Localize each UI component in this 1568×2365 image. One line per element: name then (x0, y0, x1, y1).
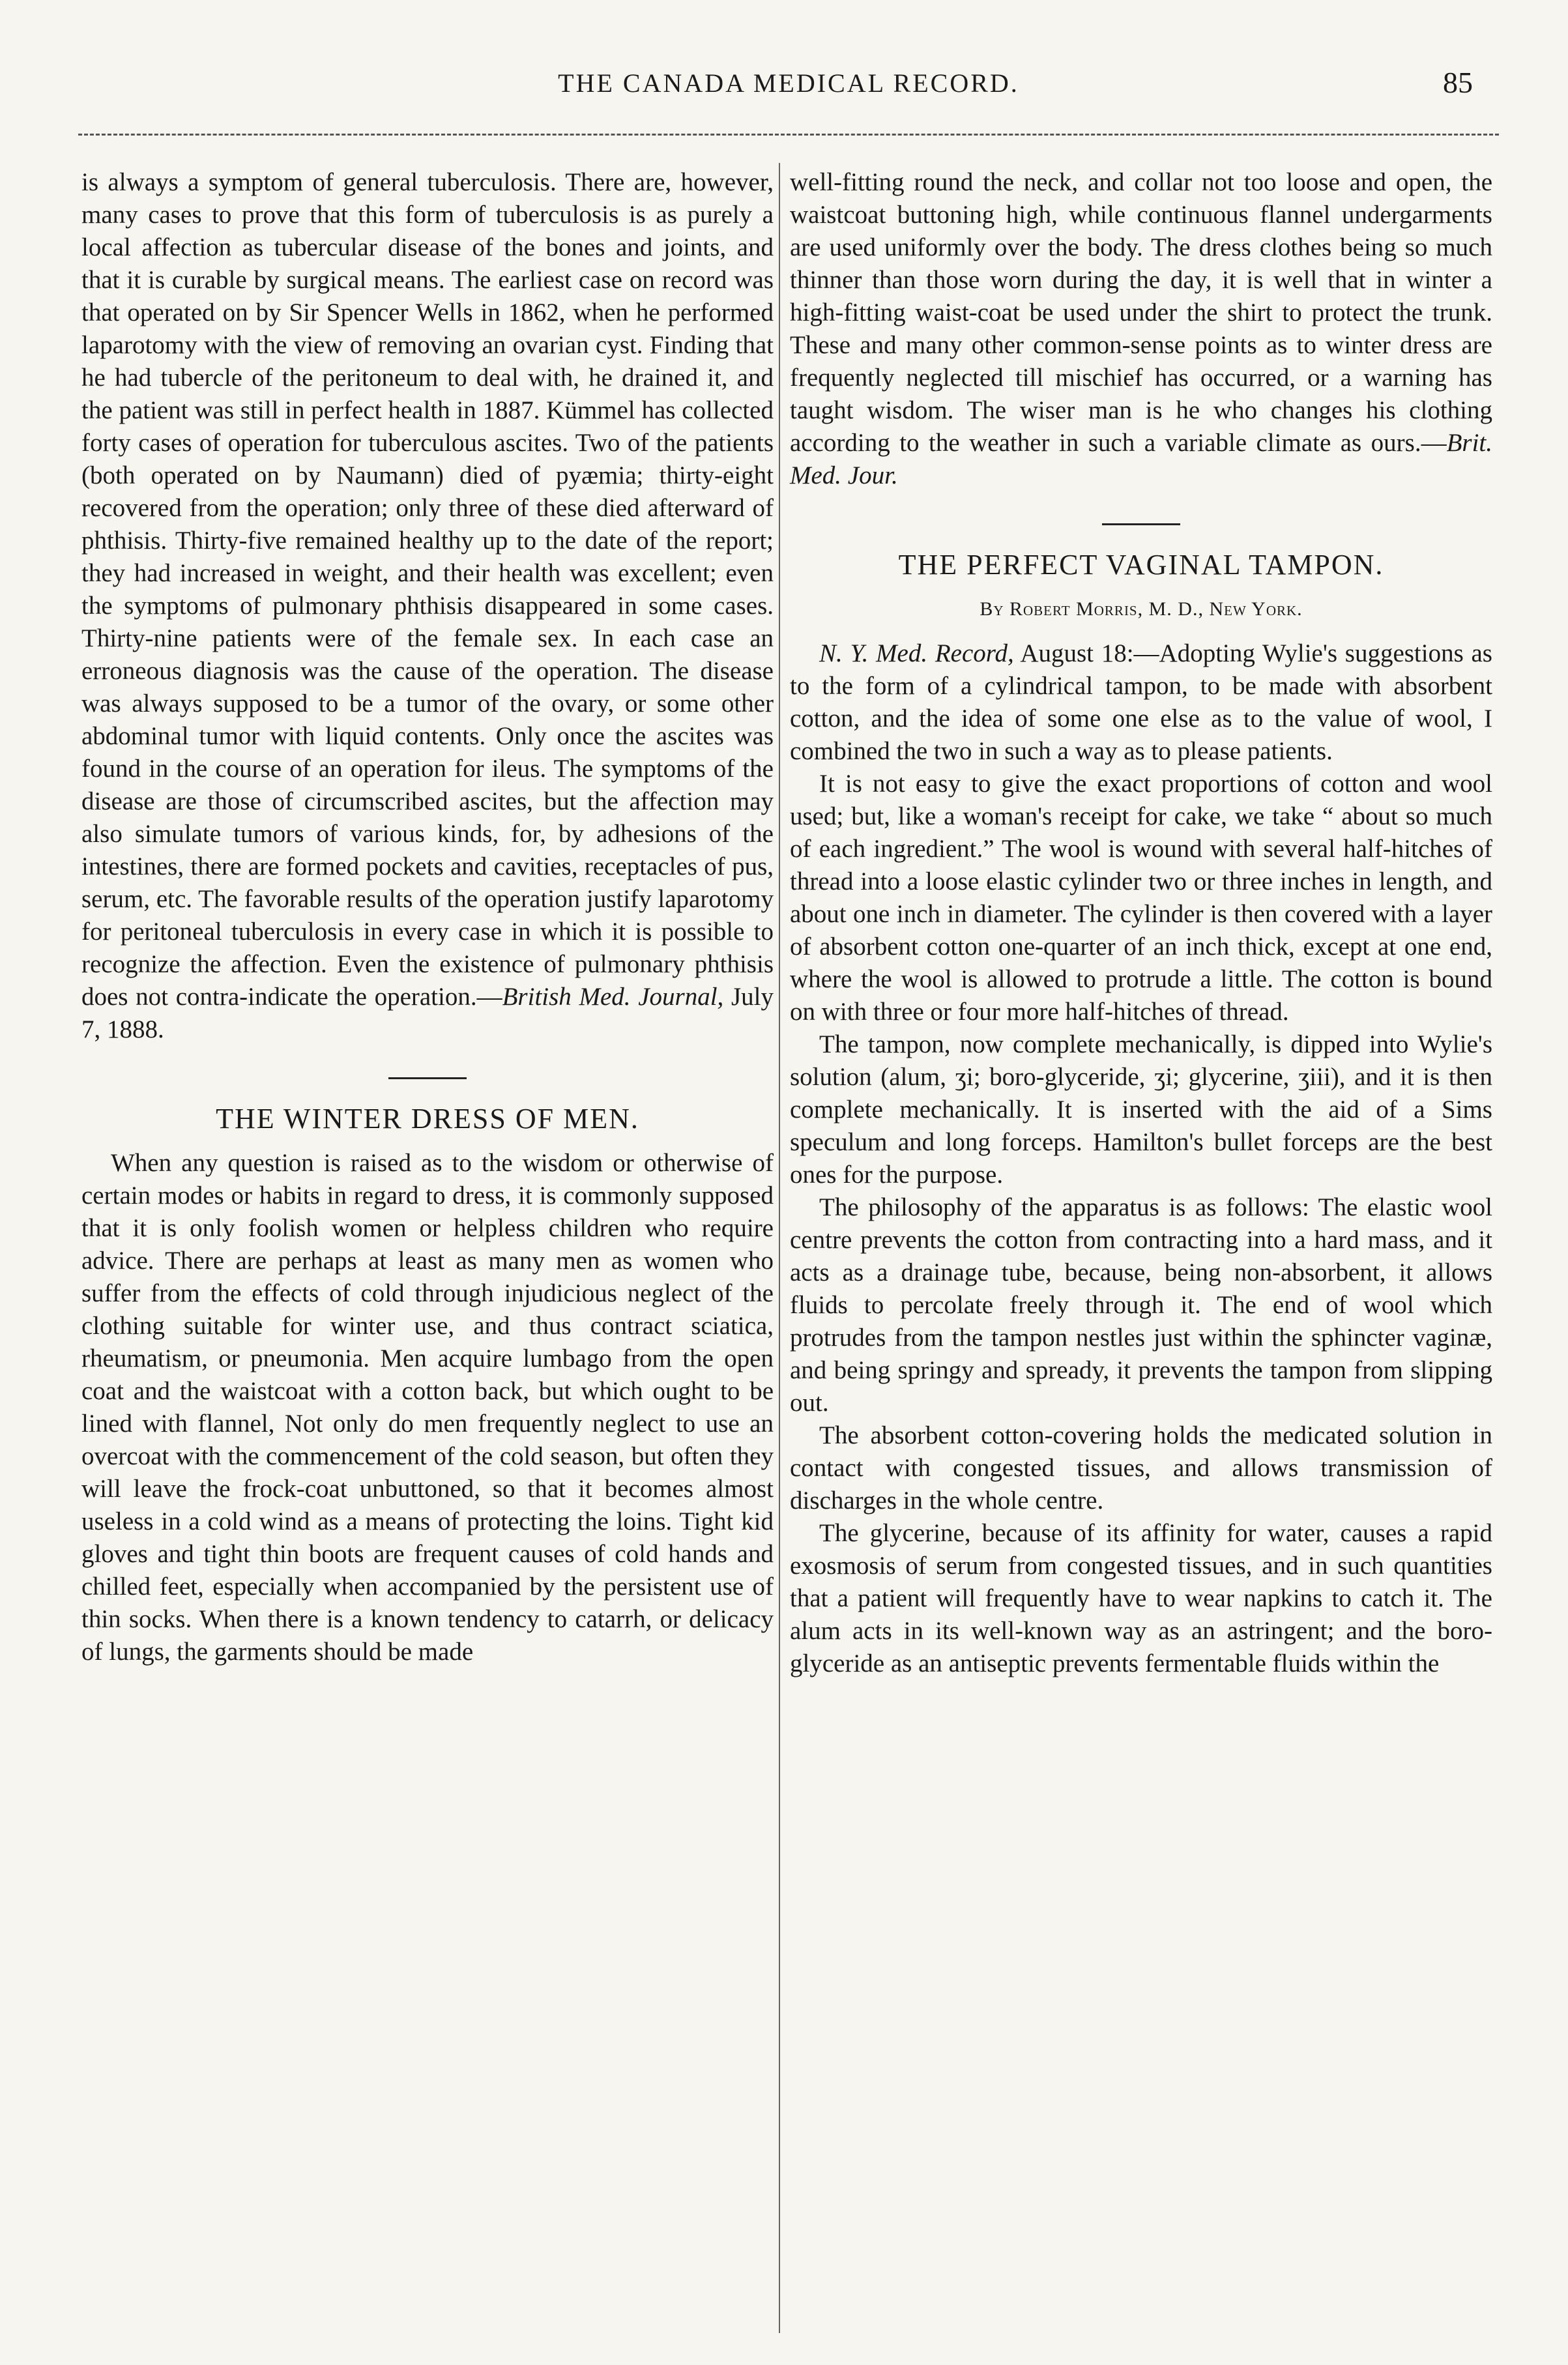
article-separator (388, 1077, 467, 1079)
winter-dress-continued-text: well-fitting round the neck, and collar not too loose and open, the waistcoat buttoning high, while continuous flannel undergarments are used uniformly over the body. The dress clothes being so much thinner than those worn during the day, it is well that in winter a high-fitting waist-coat be used under the shirt to protect the trunk. These and many other common-sense points as to winter dress are frequently neglected till mischief has occurred, or a warning has taught wisdom. The wiser man is he who changes his clothing according to the weather in such a variable climate as ours.— (790, 168, 1492, 457)
tampon-paragraph-2: It is not easy to give the exact proportions of cotton and wool used; but, like a woman's receipt for cake, we take “ about so much of each ingredient.” The wool is wound with several half-hitches of thread into a loose elastic cylinder two or three inches in length, and about one inch in diameter. The cylinder is then covered with a layer of absorbent cotton one-quarter of an inch thick, except at one end, where the wool is allowed to protrude a little. The cotton is bound on with three or four more half-hitches of thread. (790, 770, 1492, 1026)
continued-article-date: July 7, 1888. (81, 983, 774, 1043)
continued-article-paragraph (81, 166, 774, 1046)
tampon-paragraph-1 (790, 637, 1492, 768)
article-byline: By Robert Morris, M. D., New York. (980, 598, 1303, 620)
tampon-paragraph-3: The tampon, now complete mechanically, is dipped into Wylie's solution (alum, ʒi; boro-glyceride, ʒi; glycerine, ʒiii), and it is then complete mechanically. It is inserted with the aid of a Sims speculum and long forceps. Hamilton's bullet forceps are the best ones for the purpose. (790, 1030, 1492, 1189)
article-title-winter-dress: THE WINTER DRESS OF MEN. (216, 1103, 639, 1135)
winter-dress-citation: Brit. Med. Jour. (790, 429, 1492, 489)
tampon-paragraph-4: The philosophy of the apparatus is as follows: The elastic wool centre prevents the cotton from contracting into a hard mass, and it acts as a drainage tube, because, being non-absorbent, it allows fluids to percolate freely through it. The end of wool which protrudes from the tampon nestles just within the sphincter vaginæ, and being springy and spready, it prevents the tampon from slipping out. (790, 1193, 1492, 1417)
continued-article-text: is always a symptom of general tuberculosis. There are, however, many cases to prove that this form of tuberculosis is as purely a local affection as tubercular disease of the bones and joints, and that it is curable by surgical means. The earliest case on record was that operated on by Sir Spencer Wells in 1862, when he performed laparotomy with the view of removing an ovarian cyst. Finding that he had tubercle of the peritoneum to deal with, he drained it, and the patient was still in perfect health in 1887. Kümmel has collected forty cases of operation for tuberculous ascites. Two of the patients (both operated on by Naumann) died of pyæmia; thirty-eight recovered from the operation; only three of these died afterward of phthisis. Thirty-five remained healthy up to the date of the report; they had increased in weight, and their health was excellent; even the symptoms of pulmonary phthisis disappeared in some cases. Thirty-nine patients were of the female sex. In each case an erroneous diagnosis was the cause of the operation. The disease was always supposed to be a tumor of the ovary, or some other abdominal tumor with liquid contents. Only once the ascites was found in the course of an operation for ileus. The symptoms of the disease are those of circumscribed ascites, but the affection may also simulate tumors of various kinds, for, by adhesions of the intestines, there are formed pockets and cavities, receptacles of pus, serum, etc. The favorable results of the operation justify laparotomy for peritoneal tuberculosis in every case in which it is possible to recognize the affection. Even the existence of pulmonary phthisis does not contra-indicate the operation.— (81, 168, 774, 1011)
page-number: 85 (1443, 66, 1473, 99)
left-column (81, 166, 774, 1668)
tampon-source: N. Y. Med. Record, (819, 639, 1014, 667)
right-column (790, 166, 1492, 1680)
header-rule (78, 134, 1499, 136)
tampon-paragraph-1-text: August 18:—Adopting Wylie's suggestions as to the form of a cylindrical tampon, to be made with absorbent cotton, and the idea of some one else as to the value of wool, I combined the two in such a way as to please patients. (790, 639, 1492, 765)
article-title-vaginal-tampon: THE PERFECT VAGINAL TAMPON. (898, 549, 1384, 581)
column-divider (779, 163, 780, 2333)
winter-dress-paragraph: When any question is raised as to the wisdom or otherwise of certain modes or habits in regard to dress, it is commonly supposed that it is only foolish women or helpless children who require advice. There are perhaps at least as many men as women who suffer from the effects of cold through injudicious neglect of the clothing suitable for winter use, and thus contract sciatica, rheumatism, or pneumonia. Men acquire lumbago from the open coat and the waistcoat with a cotton back, but which ought to be lined with flannel, Not only do men frequently neglect to use an overcoat with the commencement of the cold season, but often they will leave the frock-coat unbuttoned, so that it becomes almost useless in a cold wind as a means of protecting the loins. Tight kid gloves and tight thin boots are frequent causes of cold hands and chilled feet, especially when accompanied by the persistent use of thin socks. When there is a known tendency to catarrh, or delicacy of lungs, the garments should be made (81, 1149, 774, 1666)
tampon-paragraph-5: The absorbent cotton-covering holds the medicated solution in contact with congested tissues, and allows transmission of discharges in the whole centre. (790, 1421, 1492, 1515)
article-separator (1102, 523, 1180, 525)
continued-article-citation: British Med. Journal, (502, 983, 724, 1011)
running-title: THE CANADA MEDICAL RECORD. (558, 68, 1019, 98)
tampon-paragraph-6: The glycerine, because of its affinity for water, causes a rapid exosmosis of serum from congested tissues, and in such quantities that a patient will frequently have to wear napkins to catch it. The alum acts in its well-known way as an astringent; and the boro-glyceride as an antiseptic prevents fermentable fluids within the (790, 1519, 1492, 1677)
winter-dress-continued (790, 166, 1492, 492)
